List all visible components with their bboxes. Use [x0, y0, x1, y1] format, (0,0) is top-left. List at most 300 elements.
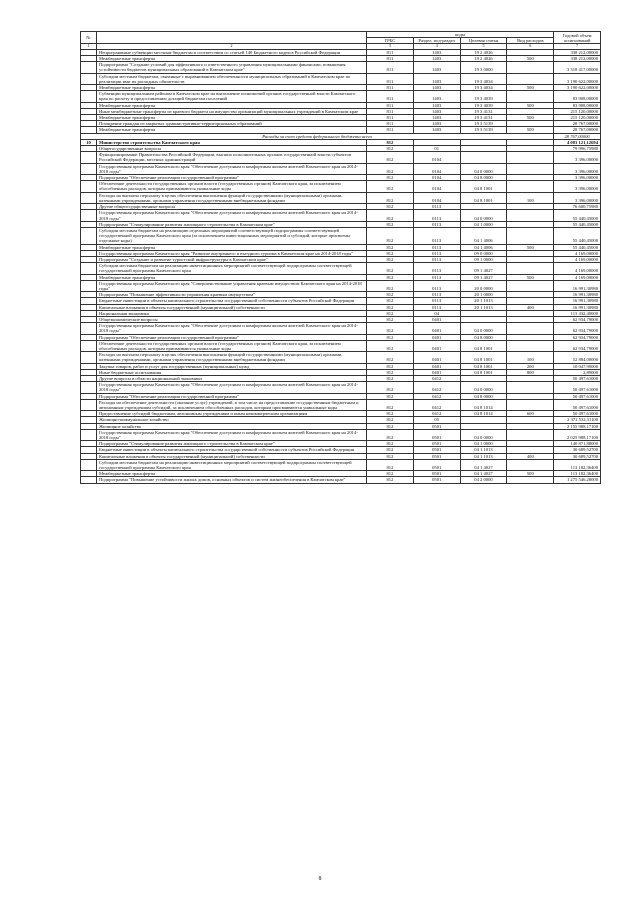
row-number-cell — [81, 181, 97, 192]
table-row — [81, 382, 601, 393]
row-target-cell: 04 8 1014 — [460, 399, 507, 410]
row-name-cell: Общеэкономические вопросы — [97, 316, 367, 322]
row-grbs-cell: 812 — [367, 227, 414, 244]
row-amount-cell: 4 083 121,12694 — [554, 139, 601, 145]
row-number-cell — [81, 459, 97, 470]
row-name-cell: Предоставление субсидий бюджетным, автономным учреждениям и иным некоммерческим организациям — [97, 411, 367, 417]
row-section-cell: 0412 — [413, 393, 460, 399]
row-section-cell: 0113 — [413, 304, 460, 310]
row-section-cell: 1403 — [413, 85, 460, 91]
row-target-cell: 04 8 1001 — [460, 369, 507, 375]
row-name-cell: Государственная программа Камчатского края "Обеспечение доступным и комфортным жильем жителей Камчатского края на 2014-2018 годы" — [97, 210, 367, 221]
row-number-cell — [81, 62, 97, 73]
row-amount-cell: 3 190 622,00000 — [554, 85, 601, 91]
row-target-cell: 19 2 4026 — [460, 56, 507, 62]
header-codes-group: коды — [367, 32, 554, 38]
row-amount-cell: 2 155 988,17100 — [554, 423, 601, 429]
row-name-cell: Межбюджетные трансферты — [97, 274, 367, 280]
row-name-cell: Бюджетные инвестиции в объекты капитального строительства государственной собственности субъектов Российской Федерации — [97, 298, 367, 304]
row-number-cell — [81, 73, 97, 84]
row-grbs-cell: 812 — [367, 244, 414, 250]
row-kind-cell: 500 — [507, 244, 554, 250]
row-amount-cell: 52 884,00000 — [554, 352, 601, 363]
row-target-cell: 19 3 4039 — [460, 102, 507, 108]
row-target-cell: 09 1 0000 — [460, 256, 507, 262]
row-amount-cell: 113 182,36400 — [554, 471, 601, 477]
row-name-cell: Национальная экономика — [97, 310, 367, 316]
table-row — [81, 91, 601, 102]
row-grbs-cell: 812 — [367, 459, 414, 470]
row-name-cell: Государственная программа Камчатского края "Совершенствование управления краевым имуществом Камчатского края на 2014-2018 годы" — [97, 280, 367, 291]
row-kind-cell — [507, 399, 554, 410]
row-grbs-cell: 811 — [367, 49, 414, 55]
row-target-cell: 04 8 0000 — [460, 334, 507, 340]
row-name-cell: Межбюджетные трансферты — [97, 115, 367, 121]
row-section-cell: 01 — [413, 146, 460, 152]
row-name-cell: Расходы на выплаты персоналу в целях обеспечения выполнения функций государственными (муниципальными) органами, казенными учреждениями, органами управления государственными внебюджетными фондами — [97, 352, 367, 363]
row-name-cell: Государственная программа Камчатского края "Обеспечение доступным и комфортным жильем жителей Камчатского края на 2014-2018 годы" — [97, 429, 367, 440]
row-kind-cell: 600 — [507, 411, 554, 417]
row-grbs-cell: 812 — [367, 399, 414, 410]
row-amount-cell: 28 767,00000 — [554, 133, 601, 139]
row-grbs-cell: 811 — [367, 121, 414, 127]
row-grbs-cell: 812 — [367, 453, 414, 459]
row-grbs-cell: 812 — [367, 204, 414, 210]
row-name-cell: Министерство строительства Камчатского края — [97, 139, 367, 145]
row-grbs-cell: 812 — [367, 363, 414, 369]
row-kind-cell — [507, 477, 554, 483]
row-section-cell: 0104 — [413, 175, 460, 181]
table-row — [81, 340, 601, 351]
row-target-cell: 04 1 4027 — [460, 471, 507, 477]
row-amount-cell: 62 934,79000 — [554, 340, 601, 351]
row-section-cell: 0104 — [413, 192, 460, 203]
header-index-cell: 4 — [413, 44, 460, 49]
row-grbs-cell: 812 — [367, 152, 414, 163]
row-grbs-cell: 812 — [367, 256, 414, 262]
row-amount-cell: 50 497,61000 — [554, 375, 601, 381]
row-grbs-cell: 812 — [367, 210, 414, 221]
row-target-cell: 09 1 4027 — [460, 274, 507, 280]
row-grbs-cell: 812 — [367, 192, 414, 203]
row-name-cell: Расходы на выплаты персоналу в целях обеспечения выполнения функций государственными (муниципальными) органами, казенными учреждениями, органами управления государственными внебюджетными фондами — [97, 192, 367, 203]
row-target-cell: 04 8 1001 — [460, 363, 507, 369]
header-index-cell: 1 — [81, 44, 97, 49]
row-section-cell: 0401 — [413, 323, 460, 334]
row-section-cell: 1403 — [413, 115, 460, 121]
row-amount-cell: 113 432,40000 — [554, 310, 601, 316]
row-section-cell: 0501 — [413, 447, 460, 453]
row-kind-cell: 100 — [507, 192, 554, 203]
row-section-cell: 0104 — [413, 181, 460, 192]
row-target-cell: 19 3 4039 — [460, 91, 507, 102]
row-section-cell: 0113 — [413, 204, 460, 210]
row-amount-cell: 2 372 532,31100 — [554, 417, 601, 423]
row-section-cell: 0401 — [413, 340, 460, 351]
row-number-cell — [81, 163, 97, 174]
header-index-cell: 2 — [97, 44, 367, 49]
row-section-cell: 0501 — [413, 429, 460, 440]
row-grbs-cell: 811 — [367, 127, 414, 133]
table-row — [81, 459, 601, 470]
row-name-cell: Субвенции муниципальным районам в Камчатском крае на выполнение полномочий органов государственной власти Камчатского края по расчету и предоставлению дотаций бюджетам поселений — [97, 91, 367, 102]
row-grbs-cell: 811 — [367, 62, 414, 73]
row-grbs-cell: 812 — [367, 323, 414, 334]
row-section-cell: 1403 — [413, 73, 460, 84]
row-number-cell — [81, 280, 97, 291]
table-row — [81, 429, 601, 440]
header-grbs: ГРБС — [367, 38, 414, 44]
row-amount-cell: 338 212,00000 — [554, 49, 601, 55]
row-number-cell — [81, 152, 97, 163]
header-index-cell: 7 — [554, 44, 601, 49]
row-section-cell: 0412 — [413, 411, 460, 417]
row-name-cell: Государственная программа Камчатского края "Развитие внутреннего и въездного туризма в Камчатском крае на 2014-2018 годы" — [97, 250, 367, 256]
row-section-cell: 1403 — [413, 62, 460, 73]
row-name-cell: Межбюджетные трансферты — [97, 244, 367, 250]
row-kind-cell — [507, 459, 554, 470]
row-amount-cell: 50 497,61000 — [554, 393, 601, 399]
row-section-cell: 1403 — [413, 121, 460, 127]
row-section-cell: 0113 — [413, 221, 460, 227]
row-target-cell: 04 1 0000 — [460, 441, 507, 447]
row-target-cell: 04 2 0000 — [460, 477, 507, 483]
row-kind-cell — [507, 163, 554, 174]
row-amount-cell: 2,89000 — [554, 369, 601, 375]
row-grbs-cell: 812 — [367, 429, 414, 440]
table-row — [81, 323, 601, 334]
row-kind-cell: 500 — [507, 127, 554, 133]
row-target-cell: 04 8 1001 — [460, 192, 507, 203]
row-kind-cell — [507, 340, 554, 351]
row-name-cell: Субсидии местным бюджетам на реализацию инвестиционных мероприятий соответствующей подпрограммы соответствующей государственной программы Камчатского края — [97, 459, 367, 470]
row-target-cell: 04 8 1001 — [460, 352, 507, 363]
row-section-cell: 0401 — [413, 334, 460, 340]
row-amount-cell: 28 767,00000 — [554, 121, 601, 127]
row-kind-cell: 400 — [507, 453, 554, 459]
row-name-cell: Поощрение граждан из закрытых административно-территориальных образований — [97, 121, 367, 127]
row-target-cell: 04 1 4006 — [460, 244, 507, 250]
row-name-cell: Субсидии местным бюджетам на реализацию отдельных мероприятий соответствующей подпрограммы соответствующей государственной программы Камчатского края (за исключением инвестиционных мероприятий и субсидий, которые присвоены отдельные коды) — [97, 227, 367, 244]
row-kind-cell: 100 — [507, 352, 554, 363]
row-name-cell: Государственная программа Камчатского края "Обеспечение доступным и комфортным жильем жителей Камчатского края на 2014-2018 годы" — [97, 382, 367, 393]
row-target-cell: 19 3 4034 — [460, 85, 507, 91]
row-section-cell: 0113 — [413, 298, 460, 304]
row-name-cell: Межбюджетные трансферты — [97, 471, 367, 477]
row-section-cell: 0113 — [413, 250, 460, 256]
row-grbs-cell: 812 — [367, 375, 414, 381]
row-number-cell — [81, 352, 97, 363]
row-amount-cell: 16 991,30980 — [554, 280, 601, 291]
row-grbs-cell: 812 — [367, 334, 414, 340]
row-section-cell: 0501 — [413, 471, 460, 477]
row-target-cell: 04 1 0000 — [460, 221, 507, 227]
row-target-cell: 04 8 0000 — [460, 175, 507, 181]
row-amount-cell: 3 396,00000 — [554, 181, 601, 192]
table-row — [81, 263, 601, 274]
row-grbs-cell: 811 — [367, 91, 414, 102]
row-amount-cell: 3 190 622,00000 — [554, 73, 601, 84]
row-section-cell: 05 — [413, 417, 460, 423]
row-number-cell — [81, 192, 97, 203]
row-amount-cell: 2 025 988,17100 — [554, 429, 601, 440]
table-row — [81, 62, 601, 73]
row-name-cell: Субсидии местным бюджетам, связанные с выравниванием обеспеченности муниципальных образований в Камчатском крае по реализации ими их расходных обязательств — [97, 73, 367, 84]
row-kind-cell — [507, 227, 554, 244]
row-target-cell: 04 1 1013 — [460, 453, 507, 459]
row-section-cell: 0113 — [413, 227, 460, 244]
row-grbs-cell: 812 — [367, 175, 414, 181]
row-name-cell: Закупка товаров, работ и услуг для государственных (муниципальных) нужд — [97, 363, 367, 369]
row-name-cell: Капитальные вложения в объекты государственной (муниципальной) собственности — [97, 453, 367, 459]
row-name-cell: Подпрограмма "Повышение эффективности управления краевым имуществом" — [97, 292, 367, 298]
row-name-cell: Подпрограмма "Обеспечение реализации государственной программы" — [97, 393, 367, 399]
row-grbs-cell: 812 — [367, 382, 414, 393]
row-grbs-cell: 812 — [367, 146, 414, 152]
row-section-cell: 0113 — [413, 256, 460, 262]
row-amount-cell: 79 996,75980 — [554, 146, 601, 152]
row-grbs-cell: 811 — [367, 108, 414, 114]
row-name-cell: Жилищно-коммунальное хозяйство — [97, 417, 367, 423]
row-kind-cell — [507, 280, 554, 291]
row-name-cell: Иные межбюджетные трансферты из краевого бюджета на имущество организаций муниципальных учреждений в Камчатском крае — [97, 108, 367, 114]
row-section-cell: 0401 — [413, 352, 460, 363]
row-name-cell: Расходы на обеспечение деятельности (оказание услуг) учреждений, в том числе на предоставление государственным бюджетным и автономным учреждениям субсидий, за исключением обособленных расходов, которым присваиваются уникальные коды — [97, 399, 367, 410]
row-grbs-cell: 812 — [367, 250, 414, 256]
row-kind-cell — [507, 382, 554, 393]
row-amount-cell: 10 047,90000 — [554, 363, 601, 369]
row-amount-cell: 16 991,30980 — [554, 292, 601, 298]
row-name-cell: Непрограммные субвенции местным бюджетам в соответствии со статьей 140 Бюджетного кодекса Российской Федерации — [97, 49, 367, 55]
row-target-cell: 04 1 1013 — [460, 447, 507, 453]
row-section-cell: 0501 — [413, 477, 460, 483]
row-kind-cell — [507, 73, 554, 84]
row-grbs-cell: 812 — [367, 340, 414, 351]
row-kind-cell: 500 — [507, 85, 554, 91]
row-number-cell — [81, 340, 97, 351]
row-section-cell: 0501 — [413, 423, 460, 429]
page-number: 8 — [318, 876, 322, 882]
row-name-cell: Межбюджетные трансферты — [97, 56, 367, 62]
row-number-cell — [81, 429, 97, 440]
row-amount-cell: 4 169,00000 — [554, 250, 601, 256]
row-target-cell — [460, 152, 507, 163]
row-amount-cell: 50 497,61000 — [554, 411, 601, 417]
row-section-cell: 0113 — [413, 280, 460, 291]
row-target-cell: 04 1 4006 — [460, 227, 507, 244]
table-row — [81, 73, 601, 84]
row-grbs-cell: 812 — [367, 280, 414, 291]
row-amount-cell: 4 169,00000 — [554, 256, 601, 262]
row-name-cell: Другие вопросы в области национальной экономики — [97, 375, 367, 381]
row-kind-cell: 500 — [507, 471, 554, 477]
row-target-cell: 04 0 0000 — [460, 382, 507, 393]
row-section-cell: 1403 — [413, 49, 460, 55]
row-grbs-cell: 812 — [367, 411, 414, 417]
row-grbs-cell: 812 — [367, 316, 414, 322]
row-name-cell: Подпрограмма "Обеспечение реализации государственной программы" — [97, 175, 367, 181]
table-row — [81, 192, 601, 203]
row-target-cell: 19 2 4026 — [460, 49, 507, 55]
row-target-cell: 04 8 1001 — [460, 181, 507, 192]
row-kind-cell: 500 — [507, 274, 554, 280]
row-grbs-cell: 812 — [367, 221, 414, 227]
row-grbs-cell: 812 — [367, 441, 414, 447]
row-section-cell: 1403 — [413, 56, 460, 62]
row-amount-cell: 83 908,00000 — [554, 102, 601, 108]
row-amount-cell: 3 396,00000 — [554, 175, 601, 181]
row-target-cell: 04 8 1001 — [460, 340, 507, 351]
row-name-cell: Общегосударственные вопросы — [97, 146, 367, 152]
table-row — [81, 399, 601, 410]
row-grbs-cell: 812 — [367, 477, 414, 483]
header-section: Раздел, под-раздел — [413, 38, 460, 44]
row-target-cell: 04 8 1014 — [460, 411, 507, 417]
row-amount-cell: 55 440,45000 — [554, 227, 601, 244]
header-target: Целевая статья — [460, 38, 507, 44]
row-grbs-cell: 812 — [367, 181, 414, 192]
row-grbs-cell: 812 — [367, 471, 414, 477]
table-header — [81, 32, 601, 50]
row-amount-cell: 215 120,00000 — [554, 108, 601, 114]
row-name-cell: Подпрограмма "Создание условий для эффективного и ответственного управления муниципальными финансами, повышения устойчивости бюджетов муниципальных образований в Камчатском крае" — [97, 62, 367, 73]
header-amount: Годовой объем ассигнований — [554, 32, 601, 44]
row-section-cell: 0412 — [413, 375, 460, 381]
row-number-cell — [81, 227, 97, 244]
row-section-cell: 04 — [413, 310, 460, 316]
row-name-cell: Функционирование Правительства Российской Федерации, высших исполнительных органов государственной власти субъектов Российской Федерации, местных администраций — [97, 152, 367, 163]
header-num: № — [81, 32, 97, 44]
row-number-cell — [81, 91, 97, 102]
row-section-cell: 0113 — [413, 274, 460, 280]
row-number-cell — [81, 263, 97, 274]
row-target-cell: 20 1 1013 — [460, 298, 507, 304]
row-kind-cell: 500 — [507, 56, 554, 62]
row-kind-cell: 500 — [507, 115, 554, 121]
row-name-cell: Другие общегосударственные вопросы — [97, 204, 367, 210]
row-amount-cell: 113 182,36400 — [554, 459, 601, 470]
row-amount-cell: 76 600,75980 — [554, 204, 601, 210]
row-target-cell: 20 0 0000 — [460, 280, 507, 291]
row-grbs-cell: 812 — [367, 274, 414, 280]
row-name-cell: Иные бюджетные ассигнования — [97, 369, 367, 375]
row-target-cell: 04 0 0000 — [460, 323, 507, 334]
row-grbs-cell: 812 — [367, 304, 414, 310]
row-name-cell: Государственная программа Камчатского края "Обеспечение доступным и комфортным жильем жителей Камчатского края на 2014-2018 годы" — [97, 323, 367, 334]
row-name-cell: Подпрограмма "Стимулирование развития жилищного строительства в Камчатском крае" — [97, 441, 367, 447]
row-name-cell: Жилищное хозяйство — [97, 423, 367, 429]
table-body — [81, 49, 601, 483]
row-amount-cell: 62 934,79000 — [554, 316, 601, 322]
row-name-cell: Бюджетные инвестиции в объекты капитального строительства государственной собственности субъектов Российской Федерации — [97, 447, 367, 453]
row-number-cell — [81, 382, 97, 393]
row-section-cell: 0113 — [413, 210, 460, 221]
row-target-cell: 19 3 4131 — [460, 115, 507, 121]
row-target-cell: 04 0 0000 — [460, 163, 507, 174]
row-target-cell: 20 1 1013 — [460, 304, 507, 310]
row-kind-cell: 500 — [507, 102, 554, 108]
row-target-cell: 04 0 0000 — [460, 210, 507, 221]
row-grbs-cell: 811 — [367, 115, 414, 121]
row-section-cell: 0104 — [413, 152, 460, 163]
budget-table — [80, 31, 601, 484]
row-amount-cell: 16 991,30980 — [554, 304, 601, 310]
row-target-cell: 20 1 0000 — [460, 292, 507, 298]
row-amount-cell: 55 440,45000 — [554, 244, 601, 250]
row-grbs-cell: 812 — [367, 163, 414, 174]
row-grbs-cell: 811 — [367, 56, 414, 62]
row-grbs-cell: 812 — [367, 139, 414, 145]
row-note-cell: Расходы за счет средств федерального бюджета всего — [81, 133, 554, 139]
row-grbs-cell: 812 — [367, 292, 414, 298]
row-number-cell — [81, 477, 97, 483]
row-grbs-cell: 812 — [367, 369, 414, 375]
row-name-cell: Субсидии местным бюджетам на реализацию инвестиционных мероприятий соответствующей подпрограммы соответствующей государственной программы Камчатского края — [97, 263, 367, 274]
row-grbs-cell: 812 — [367, 310, 414, 316]
row-amount-cell: 55 440,45000 — [554, 221, 601, 227]
row-amount-cell: 28 767,00000 — [554, 127, 601, 133]
row-amount-cell: 4 169,00000 — [554, 274, 601, 280]
table-row — [81, 181, 601, 192]
row-name-cell: Обеспечение деятельности государственных органов власти (государственных органов) Камчатского края, за исключением обособленных расходов, которым присваиваются уникальные коды — [97, 340, 367, 351]
row-target-cell: 09 0 0000 — [460, 250, 507, 256]
row-target-cell: 19 3 5139 — [460, 127, 507, 133]
row-amount-cell: 55 440,45000 — [554, 210, 601, 221]
table-row — [81, 477, 601, 483]
row-grbs-cell: 812 — [367, 423, 414, 429]
row-number-cell — [81, 323, 97, 334]
row-kind-cell — [507, 91, 554, 102]
row-amount-cell: 3 318 417,00000 — [554, 62, 601, 73]
row-section-cell: 0113 — [413, 244, 460, 250]
row-kind-cell — [507, 263, 554, 274]
row-amount-cell: 83 908,00000 — [554, 91, 601, 102]
header-name — [97, 32, 367, 44]
row-section-cell: 1403 — [413, 91, 460, 102]
row-section-cell: 0412 — [413, 382, 460, 393]
row-grbs-cell: 812 — [367, 263, 414, 274]
row-grbs-cell: 812 — [367, 298, 414, 304]
row-amount-cell: 62 934,79000 — [554, 334, 601, 340]
row-section-cell: 0412 — [413, 399, 460, 410]
row-number-cell: 10 — [81, 139, 97, 145]
row-amount-cell: 3 396,00000 — [554, 163, 601, 174]
row-section-cell: 0113 — [413, 292, 460, 298]
row-target-cell: 19 3 4034 — [460, 73, 507, 84]
row-name-cell: Подпрограмма "Повышение устойчивости жилых домов, основных объектов и систем жизнеобеспечения в Камчатском крае" — [97, 477, 367, 483]
row-amount-cell: 50 497,61000 — [554, 382, 601, 393]
row-kind-cell — [507, 181, 554, 192]
row-grbs-cell: 812 — [367, 417, 414, 423]
row-amount-cell: 30 689,52700 — [554, 447, 601, 453]
row-name-cell: Межбюджетные трансферты — [97, 102, 367, 108]
row-section-cell: 0401 — [413, 369, 460, 375]
row-amount-cell: 30 689,52700 — [554, 453, 601, 459]
header-index-cell: 5 — [460, 44, 507, 49]
row-kind-cell: 800 — [507, 369, 554, 375]
row-name-cell: Государственная программа Камчатского края "Обеспечение доступным и комфортным жильем жителей Камчатского края на 2014-2018 годы" — [97, 163, 367, 174]
row-grbs-cell: 812 — [367, 352, 414, 363]
row-target-cell: 19 3 5139 — [460, 121, 507, 127]
row-target-cell: 04 0 0000 — [460, 429, 507, 440]
row-target-cell: 19 3 4131 — [460, 108, 507, 114]
row-section-cell: 1403 — [413, 108, 460, 114]
row-kind-cell — [507, 429, 554, 440]
row-amount-cell: 62 934,79000 — [554, 323, 601, 334]
header-index-cell: 3 — [367, 44, 414, 49]
row-name-cell: Подпрограмма "Создание и развитие туристской инфраструктуры в Камчатском крае" — [97, 256, 367, 262]
row-grbs-cell: 811 — [367, 85, 414, 91]
